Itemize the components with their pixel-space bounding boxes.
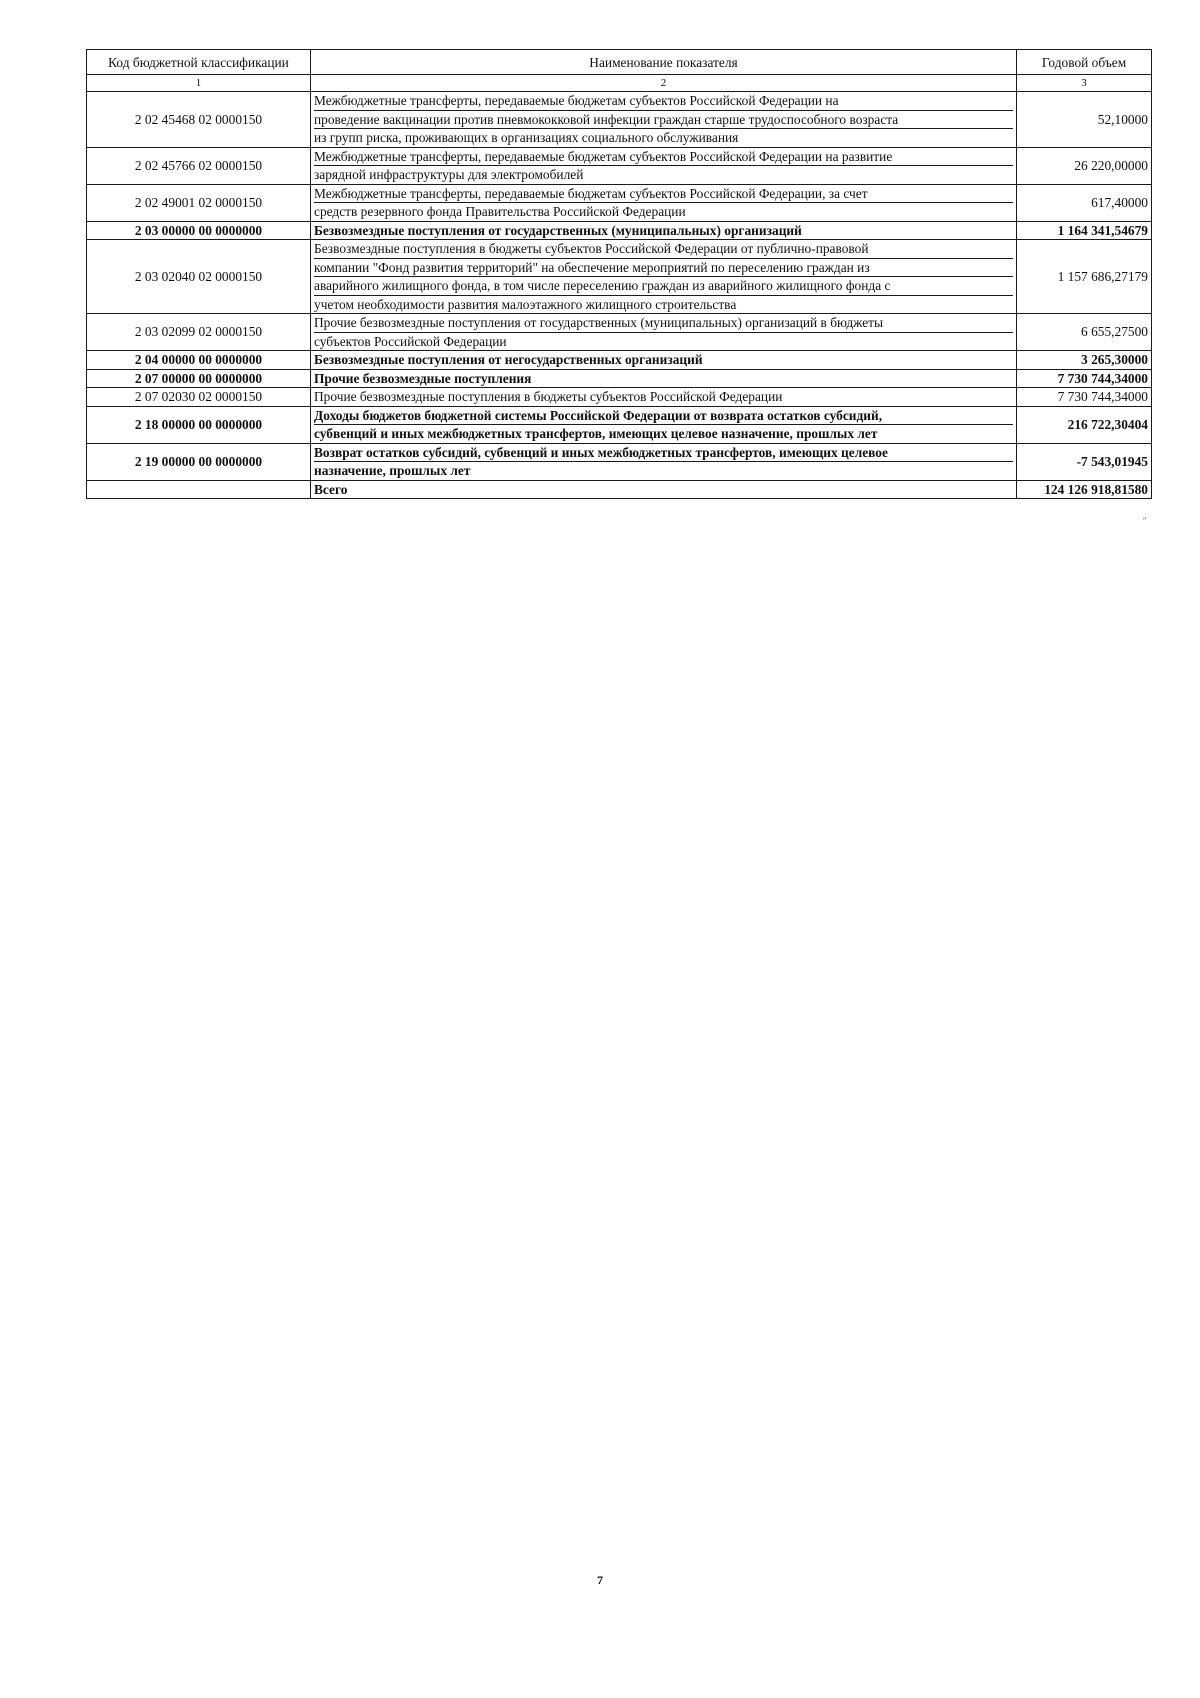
indicator-name-line: Прочие безвозмездные поступления (314, 370, 532, 386)
page-number: 7 (597, 1573, 603, 1587)
table-row (87, 240, 1152, 314)
corner-mark: " (1143, 516, 1147, 525)
annual-volume-cell: 7 730 744,34000 (1017, 388, 1152, 407)
header-name: Наименование показателя (311, 50, 1017, 75)
table-row (87, 184, 1152, 221)
indicator-name-cell (311, 92, 1017, 148)
indicator-name-cell (311, 147, 1017, 184)
table-row (87, 221, 1152, 240)
header-annual-volume: Годовой объем (1017, 50, 1152, 75)
annual-volume-cell: 52,10000 (1017, 92, 1152, 148)
annual-volume-cell: 1 164 341,54679 (1017, 221, 1152, 240)
indicator-name-line: субъектов Российской Федерации (314, 333, 507, 349)
budget-code-cell (87, 480, 311, 499)
indicator-name-cell (311, 443, 1017, 480)
indicator-name-line: средств резервного фонда Правительства Российской Федерации (314, 204, 686, 219)
indicator-name-cell (311, 388, 1017, 407)
indicator-name-line: Безвозмездные поступления от негосударственных организаций (314, 352, 703, 367)
indicator-name-line: Возврат остатков субсидий, субвенций и иных межбюджетных трансфертов, имеющих целевое (314, 444, 1013, 463)
budget-code-cell: 2 02 45468 02 0000150 (87, 92, 311, 148)
table-row (87, 443, 1152, 480)
indicator-name-line: из групп риска, проживающих в организациях социального обслуживания (314, 130, 739, 145)
indicator-name-line: проведение вакцинации против пневмококковой инфекции граждан старше трудоспособного возраста (314, 111, 1013, 130)
indicator-name-line: Межбюджетные трансферты, передаваемые бюджетам субъектов Российской Федерации на (314, 92, 1013, 111)
annual-volume-cell: 3 265,30000 (1017, 351, 1152, 370)
table-row (87, 406, 1152, 443)
indicator-name-cell (311, 480, 1017, 499)
header-code: Код бюджетной классификации (87, 50, 311, 75)
indicator-name-line: Безвозмездные поступления от государственных (муниципальных) организаций (314, 222, 802, 238)
annual-volume-cell: 216 722,30404 (1017, 406, 1152, 443)
indicator-name-line: Межбюджетные трансферты, передаваемые бюджетам субъектов Российской Федерации на развитие (314, 148, 1013, 167)
budget-code-cell: 2 18 00000 00 0000000 (87, 406, 311, 443)
annual-volume-cell: 124 126 918,81580 (1017, 480, 1152, 499)
table-row (87, 92, 1152, 148)
indicator-name-line: Межбюджетные трансферты, передаваемые бюджетам субъектов Российской Федерации, за счет (314, 185, 1013, 204)
budget-code-cell: 2 03 00000 00 0000000 (87, 221, 311, 240)
indicator-name-line: аварийного жилищного фонда, в том числе переселению граждан из аварийного жилищного фонда с (314, 277, 1013, 296)
indicator-name-line: назначение, прошлых лет (314, 463, 471, 478)
column-number-row (87, 75, 1152, 92)
column-number-3: 3 (1017, 75, 1152, 92)
table-row (87, 388, 1152, 407)
indicator-name-cell (311, 221, 1017, 240)
budget-code-cell: 2 02 49001 02 0000150 (87, 184, 311, 221)
indicator-name-line: Прочие безвозмездные поступления в бюджеты субъектов Российской Федерации (314, 389, 783, 404)
table-row (87, 147, 1152, 184)
indicator-name-line: субвенций и иных межбюджетных трансфертов, имеющих целевое назначение, прошлых лет (314, 426, 878, 441)
table-row (87, 314, 1152, 351)
budget-code-cell: 2 07 00000 00 0000000 (87, 369, 311, 388)
annual-volume-cell: 1 157 686,27179 (1017, 240, 1152, 314)
annual-volume-cell: 617,40000 (1017, 184, 1152, 221)
budget-code-cell: 2 07 02030 02 0000150 (87, 388, 311, 407)
indicator-name-cell (311, 240, 1017, 314)
annual-volume-cell: 6 655,27500 (1017, 314, 1152, 351)
budget-revenue-table (86, 49, 1152, 499)
column-number-1: 1 (87, 75, 311, 92)
indicator-name-line: Всего (314, 481, 348, 497)
table-row (87, 369, 1152, 388)
indicator-name-line: Безвозмездные поступления в бюджеты субъектов Российской Федерации от публично-правовой (314, 240, 1013, 259)
budget-code-cell: 2 03 02099 02 0000150 (87, 314, 311, 351)
indicator-name-line: Доходы бюджетов бюджетной системы Российской Федерации от возврата остатков субсидий, (314, 407, 1013, 426)
annual-volume-cell: -7 543,01945 (1017, 443, 1152, 480)
indicator-name-cell (311, 314, 1017, 351)
indicator-name-line: зарядной инфраструктуры для электромобилей (314, 167, 584, 182)
budget-code-cell: 2 19 00000 00 0000000 (87, 443, 311, 480)
table-body (87, 92, 1152, 499)
budget-code-cell: 2 04 00000 00 0000000 (87, 351, 311, 370)
indicator-name-cell (311, 406, 1017, 443)
annual-volume-cell: 26 220,00000 (1017, 147, 1152, 184)
table-header-row (87, 50, 1152, 75)
indicator-name-line: компании "Фонд развития территорий" на обеспечение мероприятий по переселению граждан из (314, 259, 1013, 278)
indicator-name-line: Прочие безвозмездные поступления от государственных (муниципальных) организаций в бюджеты (314, 314, 1013, 333)
budget-code-cell: 2 02 45766 02 0000150 (87, 147, 311, 184)
indicator-name-cell (311, 351, 1017, 370)
annual-volume-cell: 7 730 744,34000 (1017, 369, 1152, 388)
indicator-name-line: учетом необходимости развития малоэтажного жилищного строительства (314, 296, 737, 312)
table-row (87, 480, 1152, 499)
column-number-2: 2 (311, 75, 1017, 92)
indicator-name-cell (311, 369, 1017, 388)
table-row (87, 351, 1152, 370)
budget-code-cell: 2 03 02040 02 0000150 (87, 240, 311, 314)
indicator-name-cell (311, 184, 1017, 221)
